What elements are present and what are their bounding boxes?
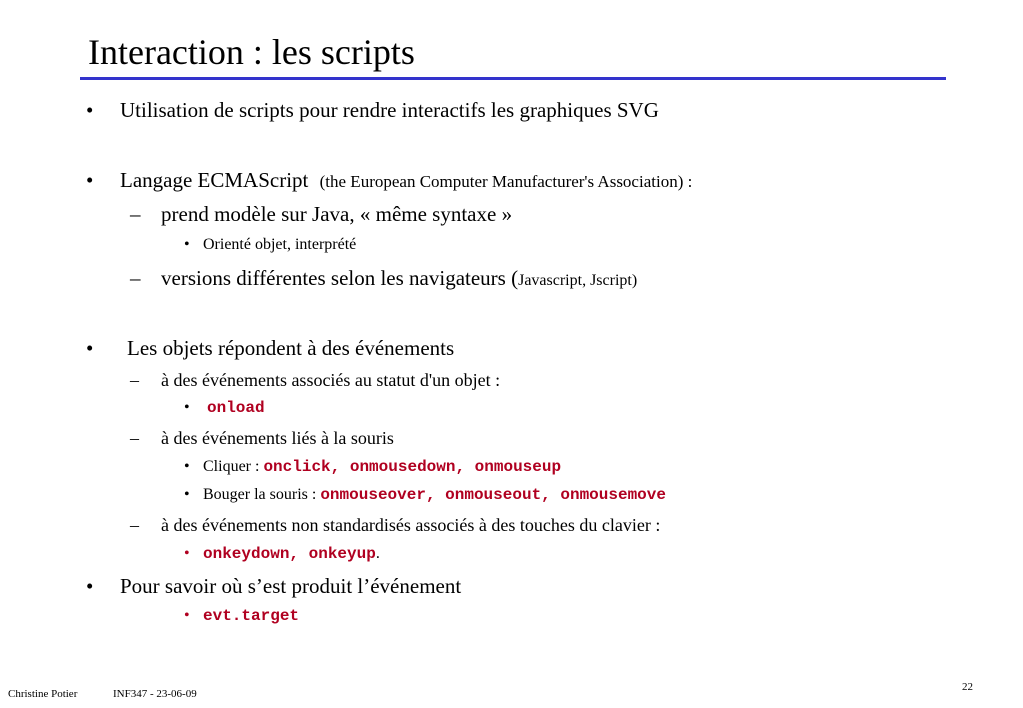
period: . — [375, 545, 380, 562]
bullet-4-text: Pour savoir où s’est produit l’événement — [120, 574, 462, 598]
item-label: Bouger la souris : — [203, 486, 317, 503]
item-label: Cliquer : — [203, 458, 260, 475]
bullet-3-sub-3-item — [203, 543, 380, 565]
title-underline — [80, 77, 946, 80]
bullet-2-text — [120, 167, 692, 195]
dash-marker: – — [130, 202, 141, 226]
bullet-3-sub-2-item-1 — [203, 456, 561, 478]
bullet-marker: • — [86, 98, 94, 122]
footer-author: Christine Potier — [8, 688, 78, 700]
code-evt-target: evt.target — [203, 607, 300, 625]
bullet-3-text: Les objets répondent à des événements — [127, 336, 455, 360]
bullet-3-sub-2: à des événements liés à la souris — [161, 428, 394, 448]
bullet-marker: • — [184, 607, 190, 624]
bullet-2-sub-2-main: versions différentes selon les navigateurs ( — [161, 266, 519, 290]
code-mouse-click-events: onclick, onmousedown, onmouseup — [263, 458, 562, 476]
code-key-events: onkeydown, onkeyup — [203, 545, 376, 563]
bullet-marker: • — [86, 336, 94, 360]
bullet-marker: • — [184, 486, 190, 503]
bullet-3-sub-1-item — [207, 397, 265, 419]
dash-marker: – — [130, 266, 141, 290]
bullet-marker: • — [184, 236, 190, 253]
code-mouse-move-events: onmouseover, onmouseout, onmousemove — [320, 486, 666, 504]
bullet-marker: • — [184, 458, 190, 475]
page-number: 22 — [962, 681, 973, 693]
bullet-marker: • — [184, 399, 190, 416]
dash-marker: – — [130, 370, 139, 390]
bullet-2-main: Langage ECMAScript — [120, 168, 309, 192]
bullet-1-text: Utilisation de scripts pour rendre interactifs les graphiques SVG — [120, 98, 659, 122]
bullet-marker: • — [86, 168, 94, 192]
slide-title: Interaction : les scripts — [88, 32, 415, 72]
bullet-3-sub-1: à des événements associés au statut d'un objet : — [161, 370, 501, 390]
bullet-marker: • — [184, 545, 190, 562]
bullet-2-sub-2 — [161, 265, 637, 294]
dash-marker: – — [130, 515, 139, 535]
bullet-3-sub-3: à des événements non standardisés associés à des touches du clavier : — [161, 515, 661, 535]
footer-course: INF347 - 23-06-09 — [113, 688, 197, 700]
code-onload: onload — [207, 399, 265, 417]
bullet-3-sub-2-item-2 — [203, 484, 666, 506]
bullet-2-sub-1: prend modèle sur Java, « même syntaxe » — [161, 202, 513, 226]
bullet-2-note: (the European Computer Manufacturer's Association) : — [319, 172, 693, 191]
dash-marker: – — [130, 428, 139, 448]
bullet-4-item — [203, 605, 299, 627]
bullet-2-sub-1-item: Orienté objet, interprété — [203, 236, 357, 253]
bullet-marker: • — [86, 574, 94, 598]
bullet-2-sub-2-note: Javascript, Jscript) — [518, 272, 638, 289]
